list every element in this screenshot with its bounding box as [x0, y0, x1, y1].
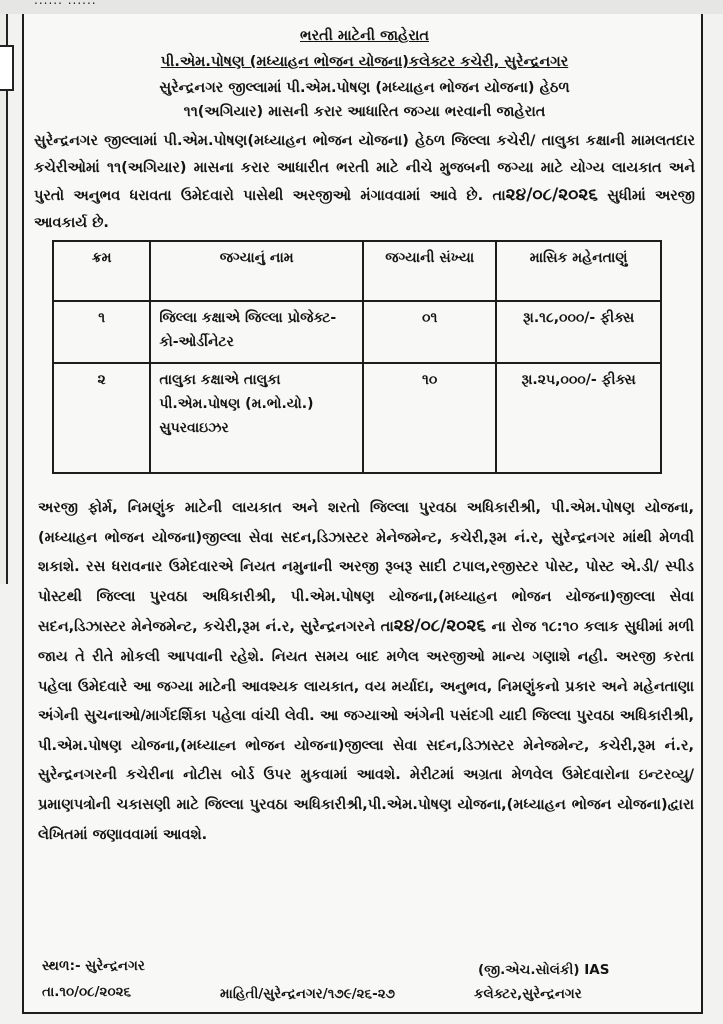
signatory-name: (જી.એચ.સોલંકી) IAS — [478, 962, 610, 978]
row-post-name: જિલ્લા કક્ષાએ જિલ્લા પ્રોજેક્ટ-કો-ઓર્ડીનેટર — [150, 301, 363, 363]
intro-paragraph — [34, 128, 695, 237]
adjacent-column-box — [0, 45, 14, 91]
row-serial: ૧ — [53, 301, 150, 363]
table-row — [53, 301, 661, 363]
office-name: પી.એમ.પોષણ (મધ્યાહન ભોજન યોજના)કલેક્ટર કચેરી, સુરેન્દ્રનગર — [160, 54, 569, 70]
table-row — [53, 363, 661, 473]
notice-subtitle-line1: સુરેન્દ્રનગર જીલ્લામાં પી.એમ.પોષણ (મધ્યાહન ભોજન યોજના) હેઠળ — [159, 80, 570, 96]
signatory-designation: કલેક્ટર,સુરેન્દ્રનગર — [474, 986, 582, 1002]
previous-item-strip — [0, 0, 723, 14]
instructions-text-end: ના રોજ ૧૮:૧૦ કલાક સુધીમાં મળી જાય તે રીતે મોકલી આપવાની રહેશે. નિયત સમય બાદ મળેલ અરજીઓ માન્ય ગણાશે નહી. અરજી કરતા પહેલા ઉમેદવારે આ જગ્યા માટેની આવશ્યક લાયકાત, વય મર્યાદા, અનુભવ, નિમણુંકનો પ્રકાર અને મહેનતાણા અંગેની સુચનાઓ/માર્ગદર્શિકા પહેલા વાંચી લેવી. આ જગ્યાઓ અંગેની પસંદગી યાદી જિલ્લા પુરવઠા અધિકારીશ્રી, પી.એમ.પોષણ યોજના,(મધ્યાહ્ન ભોજન યોજના)જીલ્લા સેવા સદન,ડિઝાસ્ટર મેનેજમેન્ટ, કચેરી,રૂમ નં.ર, સુરેન્દ્રનગરની કચેરીના નોટીસ બોર્ડ ઉપર મુકવામાં આવશે. મેરીટમાં અગ્રતા મેળવેલ ઉમેદવારોના ઇન્ટરવ્યુ/પ્રમાણપત્રોની ચકાસણી માટે જિલ્લા પુરવઠા અધિકારીશ્રી,પી.એમ.પોષણ યોજના,(મધ્યાહન ભોજન યોજના)દ્વારા લેખિતમાં જણાવવામાં આવશે. — [38, 619, 694, 843]
recruitment-notice — [22, 14, 703, 1014]
table-header-row — [53, 241, 661, 301]
intro-text-end: સુધીમાં અરજી આવકાર્ય છે. — [34, 188, 696, 231]
adjacent-column-border — [0, 14, 8, 584]
instructions-paragraph — [38, 494, 694, 850]
submission-date: ૨૪/૦૮/૨૦૨૬ — [393, 616, 487, 637]
header-post-name: જગ્યાનું નામ — [150, 241, 363, 301]
footer-place: સ્થળ:- સુરેન્દ્રનગર — [42, 958, 145, 974]
header-post-count: જગ્યાની સંખ્યા — [363, 241, 496, 301]
footer-reference: માહિતી/સુરેન્દ્રનગર/૧૭૯/૨૬-૨૭ — [220, 986, 396, 1002]
deadline-date: ૨૪/૦૮/૨૦૨૬ — [505, 185, 598, 205]
row-post-count: ૧૦ — [363, 363, 496, 473]
row-serial: ૨ — [53, 363, 150, 473]
instructions-text: અરજી ફોર્મ, નિમણુંક માટેની લાયકાત અને શરતો જિલ્લા પુરવઠા અધિકારીશ્રી, પી.એમ.પોષણ યોજના,(મધ્યાહન ભોજન યોજના)જીલ્લા સેવા સદન,ડિઝાસ્ટર મેનેજમેન્ટ, કચેરી,રૂમ નં.ર, સુરેન્દ્રનગર માંથી મેળવી શકાશે. રસ ધરાવનાર ઉમેદવારએ નિયત નમુનાની અરજી રૂબરૂ સાદી ટપાલ,રજીસ્ટર પોસ્ટ, પોસ્ટ એ.ડી/ સ્પીડ પોસ્ટથી જિલ્લા પુરવઠા અધિકારીશ્રી, પી.એમ.પોષણ યોજના,(મધ્યાહન ભોજન યોજના)જીલ્લા સેવા સદન,ડિઝાસ્ટર મેનેજમેન્ટ, કચેરી,રૂમ નં.ર, સુરેન્દ્રનગરને તા — [38, 500, 695, 636]
row-salary: રૂા.૨૫,૦૦૦/- ફીક્સ — [496, 363, 661, 473]
footer-date: તા.૧૦/૦૮/૨૦૨૬ — [42, 984, 132, 1000]
notice-title: ભરતી માટેની જાહેરાત — [299, 28, 430, 44]
row-post-name: તાલુકા કક્ષાએ તાલુકા પી.એમ.પોષણ (મ.ભો.યો.) સુપરવાઇઝર — [150, 363, 363, 473]
posts-table — [52, 240, 662, 474]
header-serial: ક્રમ — [53, 241, 150, 301]
header-salary: માસિક મહેનતાણું — [496, 241, 661, 301]
row-salary: રૂા.૧૮,૦૦૦/- ફીક્સ — [496, 301, 661, 363]
header-fragment: ...... ...... — [34, 0, 97, 7]
intro-text: સુરેન્દ્રનગર જીલ્લામાં પી.એમ.પોષણ(મધ્યાહન ભોજન યોજના) હેઠળ જિલ્લા કચેરી/ તાલુકા કક્ષાની મામલતદાર કચેરીઓમાં ૧૧(અગિયાર) માસના કરાર આધારીત ભરતી માટે નીચે મુજબની જગ્યા માટે યોગ્ય લાયકાત અને પુરતો અનુભવ ધરાવતા ઉમેદવારો પાસેથી અરજીઓ મંગાવવામાં આવે છે. તા — [34, 133, 695, 204]
notice-subtitle-line2: ૧૧(અગિયાર) માસની કરાર આધારિત જગ્યા ભરવાની જાહેરાત — [183, 104, 546, 120]
row-post-count: ૦૧ — [363, 301, 496, 363]
